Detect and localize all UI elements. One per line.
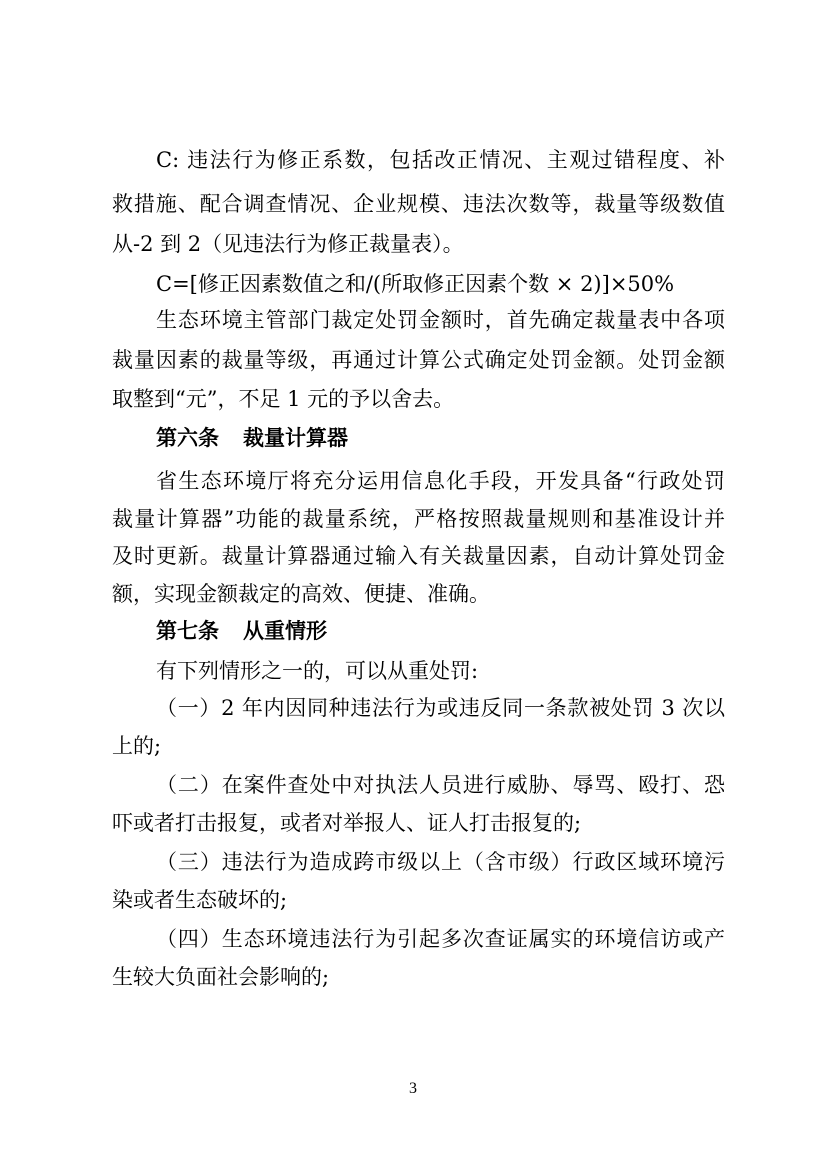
list-item-line: 染或者生态破坏的; bbox=[112, 888, 288, 912]
paragraph-line: 裁量因素的裁量等级，再通过计算公式确定处罚金额。处罚金额 bbox=[112, 348, 725, 372]
paragraph-line: 及时更新。裁量计算器通过输入有关裁量因素，自动计算处罚金 bbox=[112, 544, 725, 568]
list-item-line: （三）违法行为造成跨市级以上（含市级）行政区域环境污 bbox=[156, 850, 725, 874]
list-item-line: （一）2 年内因同种违法行为或违反同一条款被处罚 3 次以 bbox=[156, 696, 725, 720]
article-heading bbox=[156, 613, 327, 649]
paragraph-line: 取整到“元”，不足 1 元的予以舍去。 bbox=[112, 387, 455, 411]
paragraph-line: 有下列情形之一的，可以从重处罚: bbox=[156, 659, 479, 683]
article-title: 裁量计算器 bbox=[243, 426, 348, 450]
article-number: 第六条 bbox=[156, 426, 219, 450]
list-item-line: 上的; bbox=[112, 734, 162, 758]
page-number: 3 bbox=[409, 1080, 417, 1097]
paragraph-line: 裁量计算器”功能的裁量系统，严格按照裁量规则和基准设计并 bbox=[112, 507, 725, 531]
list-item-line: 生较大负面社会影响的; bbox=[112, 965, 330, 989]
paragraph-line: 生态环境主管部门裁定处罚金额时，首先确定裁量表中各项 bbox=[156, 308, 725, 332]
paragraph-line: C: 违法行为修正系数，包括改正情况、主观过错程度、补 bbox=[156, 148, 725, 172]
article-heading bbox=[156, 420, 348, 456]
article-title: 从重情形 bbox=[243, 619, 327, 643]
formula-line: C=[修正因素数值之和/(所取修正因素个数 × 2)]×50% bbox=[156, 272, 675, 296]
paragraph-line: 省生态环境厅将充分运用信息化手段，开发具备“行政处罚 bbox=[156, 469, 725, 493]
list-item-line: 吓或者打击报复，或者对举报人、证人打击报复的; bbox=[112, 811, 582, 835]
paragraph-line: 从-2 到 2（见违法行为修正裁量表）。 bbox=[112, 232, 464, 256]
paragraph-line: 额，实现金额裁定的高效、便捷、准确。 bbox=[112, 582, 490, 606]
list-item-line: （四）生态环境违法行为引起多次查证属实的环境信访或产 bbox=[156, 927, 725, 951]
paragraph-line: 救措施、配合调查情况、企业规模、违法次数等，裁量等级数值 bbox=[112, 192, 725, 216]
article-number: 第七条 bbox=[156, 619, 219, 643]
list-item-line: （二）在案件查处中对执法人员进行威胁、辱骂、殴打、恐 bbox=[156, 773, 725, 797]
